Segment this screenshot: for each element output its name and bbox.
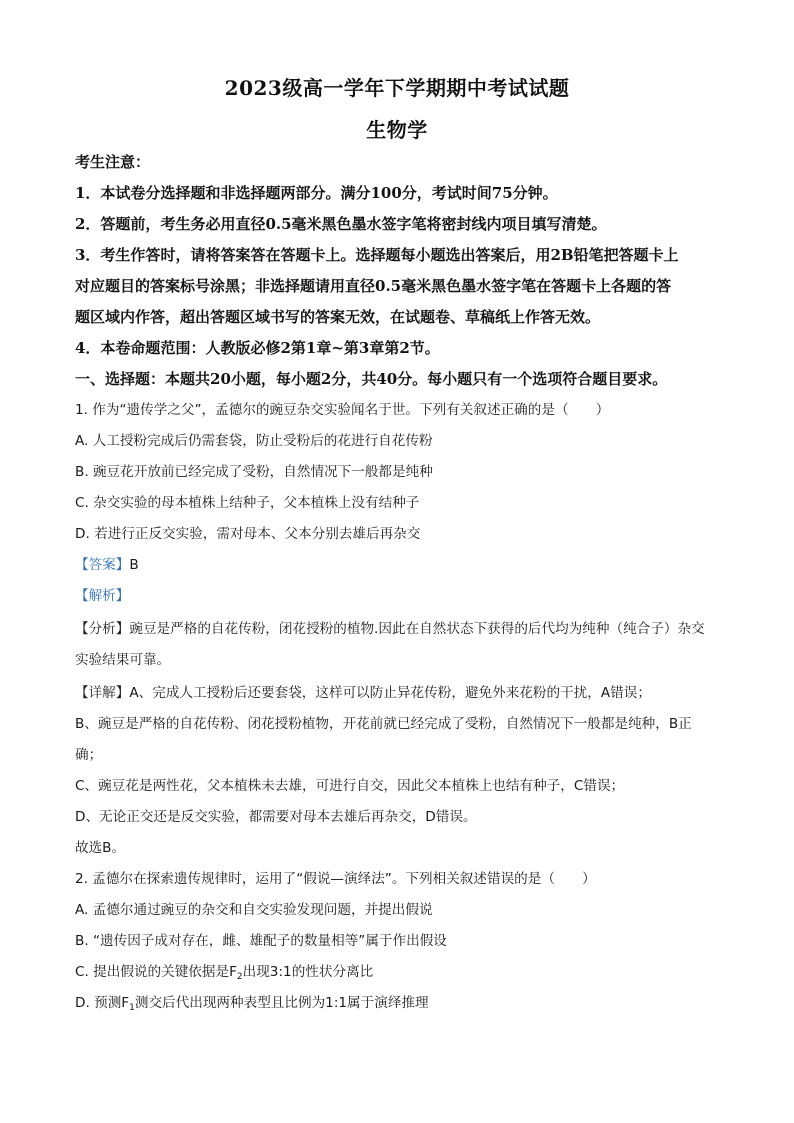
option-d: D. 若进行正反交实验，需对母本、父本分别去雄后再杂交 bbox=[75, 526, 421, 542]
fenxi-tag: 【分析】 bbox=[75, 621, 130, 637]
notice-heading: 考生注意： bbox=[75, 153, 151, 171]
answer-tag: 【答案】 bbox=[75, 557, 130, 573]
answer-value: B bbox=[129, 557, 139, 573]
subscript: 2 bbox=[236, 972, 243, 982]
fenxi-text: 豌豆是严格的自花传粉，闭花授粉的植物.因此在自然状态下获得的后代均为纯种（纯合子）杂交 bbox=[129, 621, 705, 637]
notice-line: 1．本试卷分选择题和非选择题两部分。满分100分，考试时间75分钟。 bbox=[75, 184, 558, 202]
option-b: B. “遗传因子成对存在，雌、雄配子的数量相等”属于作出假设 bbox=[75, 933, 447, 949]
detail-text: B、豌豆是严格的自花传粉、闭花授粉植物，开花前就已经完成了受粉，自然情况下一般都是纯种，B正 bbox=[75, 716, 692, 732]
option-c bbox=[75, 962, 725, 987]
question-stem: 1. 作为“遗传学之父”，孟德尔的豌豆杂交实验闻名于世。下列有关叙述正确的是（ ） bbox=[75, 402, 610, 418]
option-d-text: 测交后代出现两种表型且比例为1:1属于演绎推理 bbox=[134, 995, 429, 1011]
section-heading: 一、选择题：本题共20小题，每小题2分，共40分。每小题只有一个选项符合题目要求。 bbox=[75, 370, 668, 388]
detail-text: C、豌豆花是两性花，父本植株未去雄，可进行自交，因此父本植株上也结有种子，C错误； bbox=[75, 778, 625, 794]
answer-line bbox=[75, 555, 725, 575]
option-a: A. 孟德尔通过豌豆的杂交和自交实验发现问题，并提出假说 bbox=[75, 902, 433, 918]
notice-line: 题区域内作答，超出答题区域书写的答案无效，在试题卷、草稿纸上作答无效。 bbox=[75, 308, 601, 326]
analysis-line bbox=[75, 586, 725, 606]
option-c-text: C. 提出假说的关键依据是F bbox=[75, 964, 237, 980]
detail-text: A、完成人工授粉后还要套袋，这样可以防止异花传粉，避免外来花粉的干扰，A错误； bbox=[129, 685, 651, 701]
analysis-tag: 【解析】 bbox=[75, 588, 130, 604]
notice-line: 4．本卷命题范围：人教版必修2第1章~第3章第2节。 bbox=[75, 339, 440, 357]
conclusion: 故选B。 bbox=[75, 840, 126, 856]
exam-title: 2023级高一学年下学期期中考试试题 bbox=[224, 76, 570, 100]
option-a: A. 人工授粉完成后仍需套袋，防止受粉后的花进行自花传粉 bbox=[75, 433, 433, 449]
option-d bbox=[75, 993, 725, 1018]
notice-line: 2．答题前，考生务必用直径0.5毫米黑色墨水签字笔将密封线内项目填写清楚。 bbox=[75, 215, 607, 233]
option-d-text: D. 预测F bbox=[75, 995, 130, 1011]
option-c-text: 出现3:1的性状分离比 bbox=[242, 964, 374, 980]
detail-line bbox=[75, 683, 725, 703]
question-stem: 2. 孟德尔在探索遗传规律时，运用了“假说—演绎法”。下列相关叙述错误的是（ ） bbox=[75, 871, 596, 887]
option-c: C. 杂交实验的母本植株上结种子，父本植株上没有结种子 bbox=[75, 495, 420, 511]
subscript: 1 bbox=[129, 1003, 135, 1013]
option-b: B. 豌豆花开放前已经完成了受粉，自然情况下一般都是纯种 bbox=[75, 464, 433, 480]
notice-line: 3．考生作答时，请将答案答在答题卡上。选择题每小题选出答案后，用2B铅笔把答题卡上 bbox=[75, 246, 679, 264]
detail-tag: 【详解】 bbox=[75, 685, 130, 701]
fenxi-line bbox=[75, 619, 725, 639]
subject-title: 生物学 bbox=[366, 118, 428, 142]
detail-text: 确； bbox=[75, 747, 103, 763]
detail-text: D、无论正交还是反交实验，都需要对母本去雄后再杂交，D错误。 bbox=[75, 809, 477, 825]
fenxi-text: 实验结果可靠。 bbox=[75, 652, 171, 668]
notice-line: 对应题目的答案标号涂黑；非选择题请用直径0.5毫米黑色墨水签字笔在答题卡上各题的答 bbox=[75, 277, 672, 295]
